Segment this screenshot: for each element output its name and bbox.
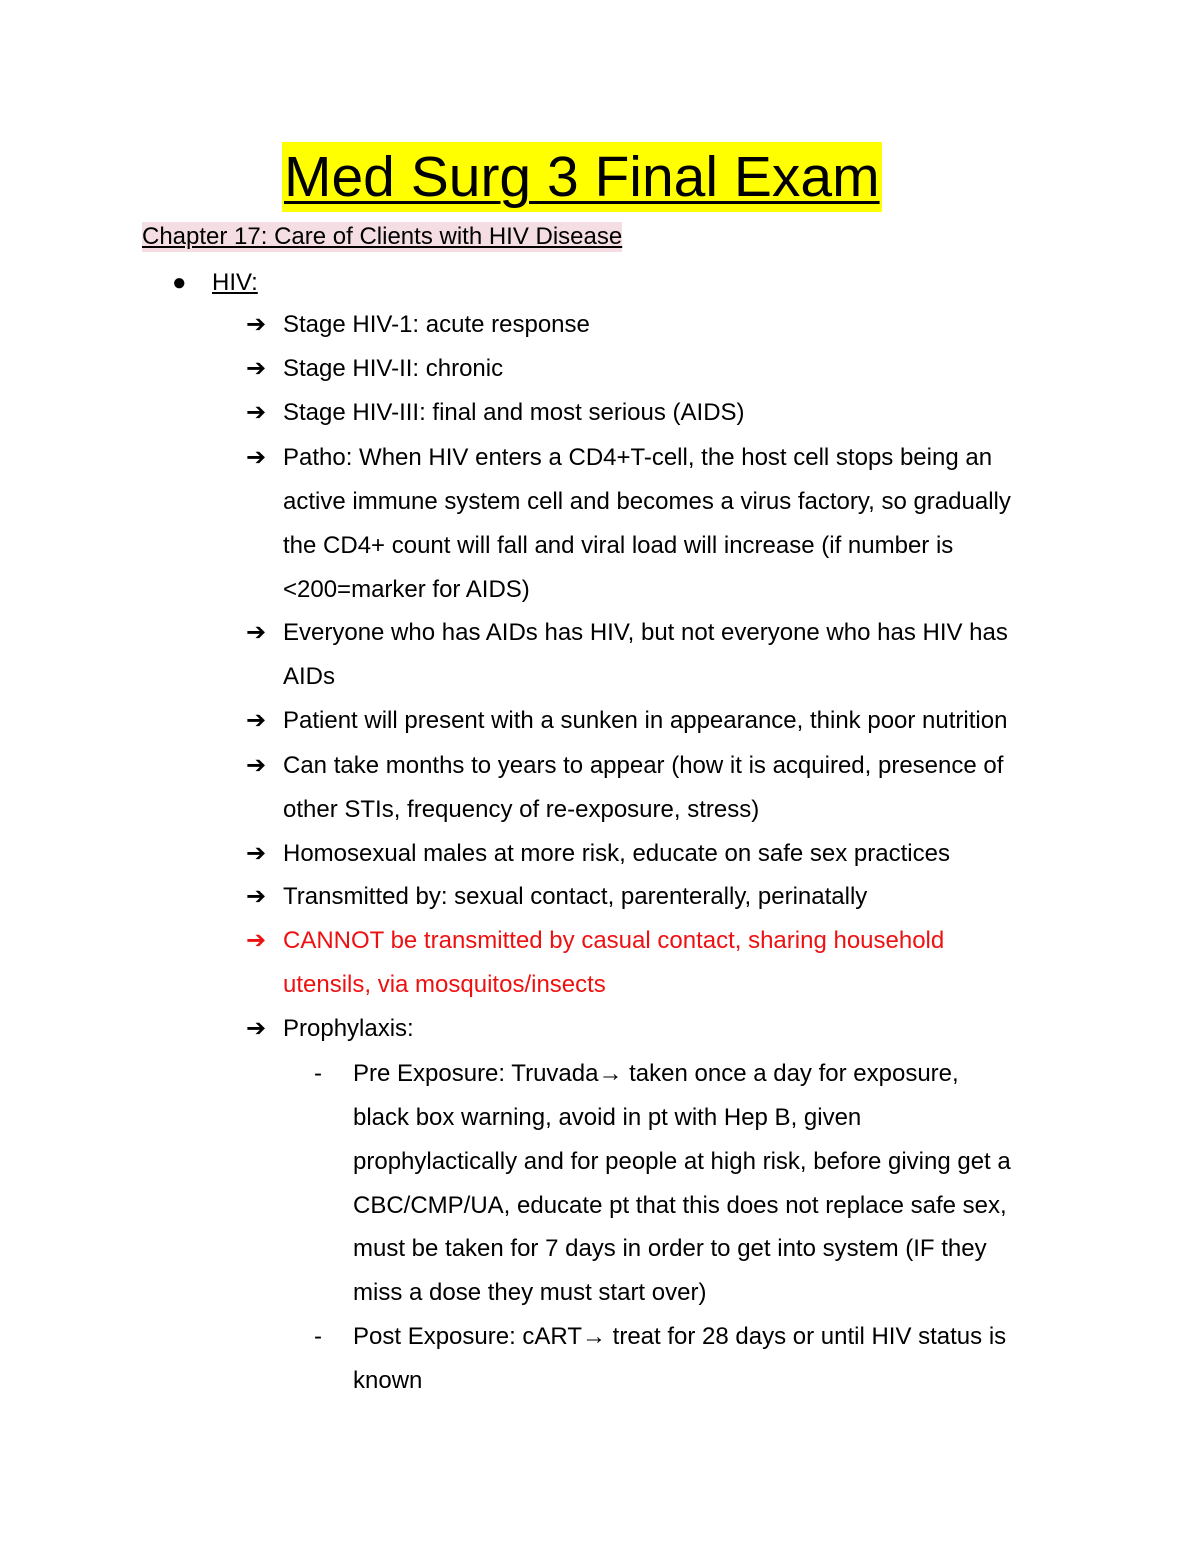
list-item-text: Patient will present with a sunken in appearance, think poor nutrition bbox=[283, 707, 1008, 734]
arrow-icon: ➔ bbox=[246, 840, 267, 867]
hiv-heading: HIV: bbox=[212, 269, 258, 296]
arrow-icon: ➔ bbox=[246, 1015, 267, 1042]
bullet-icon: ● bbox=[172, 269, 187, 296]
sub-item-text: miss a dose they must start over) bbox=[353, 1279, 707, 1306]
list-item-text: Transmitted by: sexual contact, parenterally, perinatally bbox=[283, 883, 868, 910]
prophylaxis-heading: Prophylaxis: bbox=[283, 1015, 414, 1042]
warning-text: CANNOT be transmitted by casual contact, sharing household bbox=[283, 927, 945, 954]
list-item-text: Can take months to years to appear (how it is acquired, presence of bbox=[283, 752, 1004, 779]
page-title: Med Surg 3 Final Exam bbox=[282, 142, 882, 212]
sub-item-text: known bbox=[353, 1367, 423, 1394]
chapter-heading: Chapter 17: Care of Clients with HIV Disease bbox=[142, 223, 623, 250]
arrow-icon: ➔ bbox=[246, 707, 267, 734]
arrow-icon: ➔ bbox=[246, 355, 267, 382]
list-item-text: AIDs bbox=[283, 663, 336, 690]
list-item-text: Patho: When HIV enters a CD4+T-cell, the host cell stops being an bbox=[283, 444, 993, 471]
sub-item-text: black box warning, avoid in pt with Hep B, given bbox=[353, 1104, 862, 1131]
arrow-icon: ➔ bbox=[246, 883, 267, 910]
arrow-icon: ➔ bbox=[246, 399, 267, 426]
list-item-text: Everyone who has AIDs has HIV, but not everyone who has HIV has bbox=[283, 619, 1008, 646]
sub-item-text: Pre Exposure: Truvada→ taken once a day for exposure, bbox=[353, 1060, 959, 1087]
arrow-icon: ➔ bbox=[246, 752, 267, 779]
list-item-text: Stage HIV-II: chronic bbox=[283, 355, 504, 382]
dash-icon: - bbox=[314, 1060, 322, 1087]
sub-item-text: CBC/CMP/UA, educate pt that this does not replace safe sex, bbox=[353, 1192, 1007, 1219]
list-item-text: Stage HIV-1: acute response bbox=[283, 311, 590, 338]
warning-text: utensils, via mosquitos/insects bbox=[283, 971, 606, 998]
dash-icon: - bbox=[314, 1323, 322, 1350]
list-item-text: the CD4+ count will fall and viral load will increase (if number is bbox=[283, 532, 954, 559]
list-item-text: <200=marker for AIDS) bbox=[283, 576, 530, 603]
arrow-icon: ➔ bbox=[246, 927, 267, 954]
arrow-icon: ➔ bbox=[246, 311, 267, 338]
list-item-text: other STIs, frequency of re-exposure, stress) bbox=[283, 796, 760, 823]
sub-item-text: must be taken for 7 days in order to get into system (IF they bbox=[353, 1235, 987, 1262]
arrow-icon: ➔ bbox=[246, 619, 267, 646]
list-item-text: active immune system cell and becomes a virus factory, so gradually bbox=[283, 488, 1011, 515]
sub-item-text: Post Exposure: cART→ treat for 28 days or until HIV status is bbox=[353, 1323, 1007, 1350]
arrow-icon: ➔ bbox=[246, 444, 267, 471]
list-item-text: Homosexual males at more risk, educate on safe sex practices bbox=[283, 840, 950, 867]
list-item-text: Stage HIV-III: final and most serious (AIDS) bbox=[283, 399, 745, 426]
sub-item-text: prophylactically and for people at high risk, before giving get a bbox=[353, 1148, 1011, 1175]
